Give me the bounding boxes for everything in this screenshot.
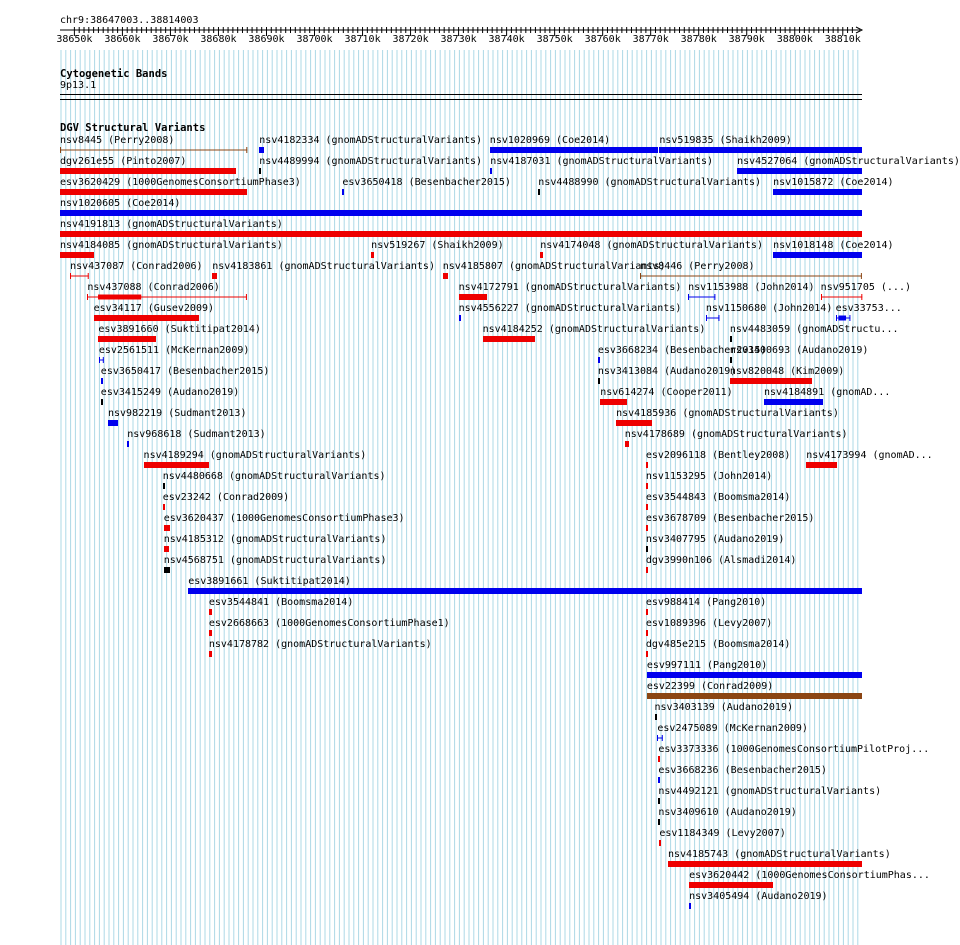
variant-label[interactable]: nsv8445 (Perry2008) (60, 135, 175, 146)
ruler-tick-label: 38810k (824, 34, 861, 45)
variant-label[interactable]: nsv4556227 (gnomADStructuralVariants) (458, 303, 682, 314)
variant-bar[interactable] (60, 168, 236, 174)
variant-label[interactable]: nsv4483059 (gnomADStructu... (729, 324, 899, 335)
variant-bar[interactable] (646, 483, 648, 489)
variant-label[interactable]: nsv1020605 (Coe2014) (60, 198, 181, 209)
variant-bar[interactable] (658, 798, 660, 804)
variant-label[interactable]: nsv3413084 (Audano2019) (597, 366, 737, 377)
variant-bar[interactable] (483, 336, 536, 342)
variant-bar[interactable] (538, 189, 540, 195)
variant-bar[interactable] (658, 777, 660, 783)
variant-bar[interactable] (730, 357, 732, 363)
variant-label[interactable]: nsv3400693 (Audano2019) (729, 345, 869, 356)
ruler-tick-label: 38680k (200, 34, 237, 45)
variant-bar[interactable] (646, 630, 648, 636)
variant-bar[interactable] (108, 420, 118, 426)
variant-label[interactable]: nsv968618 (Sudmant2013) (127, 429, 266, 440)
variant-bar[interactable] (94, 315, 200, 321)
variant-bar[interactable] (646, 462, 648, 468)
variant-bar[interactable] (164, 525, 171, 531)
variant-label[interactable]: esv2561511 (McKernan2009) (98, 345, 250, 356)
variant-bar[interactable] (60, 210, 862, 216)
variant-bar[interactable] (773, 189, 862, 195)
ruler-tick-label: 38710k (344, 34, 381, 45)
variant-glyph[interactable] (98, 356, 105, 364)
variant-bar[interactable] (163, 504, 165, 510)
variant-label[interactable]: esv3891660 (Suktitipat2014) (98, 324, 261, 335)
variant-label[interactable]: nsv820048 (Kim2009) (729, 366, 845, 377)
variant-label[interactable]: nsv519835 (Shaikh2009) (659, 135, 792, 146)
variant-bar[interactable] (646, 504, 648, 510)
variant-label[interactable]: nsv4527064 (gnomADStructuralVariants) (737, 156, 960, 167)
variant-label[interactable]: esv2096118 (Bentley2008) (645, 450, 791, 461)
variant-glyph[interactable] (705, 314, 721, 322)
variant-bar[interactable] (646, 546, 648, 552)
variant-glyph[interactable] (639, 272, 863, 280)
variant-label[interactable]: esv3650417 (Besenbacher2015) (100, 366, 270, 377)
variant-bar[interactable] (540, 252, 543, 258)
variant-label[interactable]: nsv4174048 (gnomADStructuralVariants) (540, 240, 763, 251)
variant-bar[interactable] (646, 651, 648, 657)
variant-bar[interactable] (600, 399, 626, 405)
ruler-tick-label: 38760k (584, 34, 621, 45)
ruler-tick-label: 38800k (776, 34, 813, 45)
variant-label[interactable]: dgv485e215 (Boomsma2014) (645, 639, 791, 650)
variant-bar[interactable] (127, 441, 129, 447)
variant-label[interactable]: esv3620429 (1000GenomesConsortiumPhase3) (60, 177, 301, 188)
variant-label[interactable]: nsv3405494 (Audano2019) (689, 891, 828, 902)
variant-label[interactable]: esv988414 (Pang2010) (645, 597, 767, 608)
variant-bar[interactable] (730, 378, 812, 384)
variant-bar[interactable] (689, 882, 773, 888)
variant-label[interactable]: nsv4178782 (gnomADStructuralVariants) (208, 639, 432, 650)
ruler-tick-label: 38690k (248, 34, 285, 45)
variant-label[interactable]: esv3373336 (1000GenomesConsortiumPilotProj... (658, 744, 930, 755)
variant-bar[interactable] (764, 399, 823, 405)
variant-label[interactable]: nsv4172791 (gnomADStructuralVariants) (458, 282, 682, 293)
variant-bar[interactable] (668, 861, 862, 867)
variant-bar[interactable] (773, 252, 862, 258)
variant-bar[interactable] (646, 609, 648, 615)
variant-label[interactable]: nsv4185936 (gnomADStructuralVariants) (616, 408, 839, 419)
variant-bar[interactable] (655, 714, 657, 720)
variant-bar[interactable] (658, 819, 660, 825)
variant-label[interactable]: nsv1153988 (John2014) (688, 282, 815, 293)
variant-bar[interactable] (98, 336, 156, 342)
variant-bar[interactable] (212, 273, 217, 279)
variant-bar[interactable] (598, 378, 600, 384)
variant-label[interactable]: esv997111 (Pang2010) (646, 660, 768, 671)
variant-label[interactable]: nsv519267 (Shaikh2009) (371, 240, 504, 251)
variant-bar[interactable] (459, 294, 488, 300)
variant-bar[interactable] (659, 147, 862, 153)
variant-glyph[interactable] (835, 314, 852, 322)
variant-label[interactable]: esv1184349 (Levy2007) (659, 828, 786, 839)
cytoband-label[interactable]: 9p13.1 (60, 80, 97, 91)
variant-label[interactable]: nsv4184085 (gnomADStructuralVariants) (60, 240, 283, 251)
ruler-tick-label: 38780k (680, 34, 717, 45)
variant-bar[interactable] (625, 441, 629, 447)
variant-bar[interactable] (101, 378, 103, 384)
variant-bar[interactable] (616, 420, 652, 426)
ruler-tick-label: 38720k (392, 34, 429, 45)
variant-bar[interactable] (658, 756, 660, 762)
variant-label[interactable]: nsv4492121 (gnomADStructuralVariants) (658, 786, 882, 797)
variant-glyph[interactable] (69, 272, 90, 280)
ruler-tick-label: 38670k (152, 34, 189, 45)
variant-bar[interactable] (342, 189, 344, 195)
variant-bar[interactable] (209, 630, 212, 636)
variant-label[interactable]: nsv4189294 (gnomADStructuralVariants) (143, 450, 367, 461)
ruler-tick-label: 38740k (488, 34, 525, 45)
variant-label[interactable]: nsv437088 (Conrad2006) (87, 282, 220, 293)
variant-label[interactable]: nsv4178689 (gnomADStructuralVariants) (624, 429, 848, 440)
variant-label[interactable]: esv3668234 (Besenbacher2015) (597, 345, 767, 356)
variant-label[interactable]: esv23242 (Conrad2009) (162, 492, 290, 503)
variant-bar[interactable] (164, 546, 169, 552)
variant-label[interactable]: esv1089396 (Levy2007) (645, 618, 773, 629)
variant-glyph[interactable] (687, 293, 717, 301)
variant-bar[interactable] (60, 231, 862, 237)
variant-glyph[interactable] (86, 293, 248, 301)
variant-bar[interactable] (209, 651, 212, 657)
track-divider (60, 99, 862, 100)
variant-label[interactable]: nsv4182334 (gnomADStructuralVariants) (259, 135, 483, 146)
ruler-tick-label: 38750k (536, 34, 573, 45)
variant-bar[interactable] (144, 462, 209, 468)
variant-label[interactable]: nsv4568751 (gnomADStructuralVariants) (163, 555, 387, 566)
cytobands-track-title: Cytogenetic Bands (60, 68, 168, 80)
ruler-tick-label: 38660k (104, 34, 141, 45)
variant-label[interactable]: esv3650418 (Besenbacher2015) (342, 177, 511, 188)
variant-glyph[interactable] (820, 293, 864, 301)
dgv-track-title: DGV Structural Variants (60, 122, 206, 134)
variant-bar[interactable] (188, 588, 862, 594)
variant-label[interactable]: nsv4185312 (gnomADStructuralVariants) (163, 534, 387, 545)
variant-label[interactable]: nsv4480668 (gnomADStructuralVariants) (162, 471, 386, 482)
variant-label[interactable]: esv3544843 (Boomsma2014) (645, 492, 791, 503)
variant-bar[interactable] (647, 672, 862, 678)
variant-bar[interactable] (659, 840, 661, 846)
variant-bar[interactable] (490, 168, 492, 174)
position-label: chr9:38647003..38814003 (60, 15, 199, 26)
variant-label[interactable]: esv3668236 (Besenbacher2015) (658, 765, 827, 776)
variant-bar[interactable] (164, 567, 171, 573)
variant-label[interactable]: esv3891661 (Suktitipat2014) (188, 576, 351, 587)
variant-glyph[interactable] (656, 734, 664, 742)
variant-bar[interactable] (737, 168, 862, 174)
variant-label[interactable]: nsv3409610 (Audano2019) (658, 807, 797, 818)
variant-label[interactable]: nsv8446 (Perry2008) (640, 261, 755, 272)
variant-label[interactable]: nsv4191813 (gnomADStructuralVariants) (60, 219, 283, 230)
ruler-tick-label: 38790k (728, 34, 765, 45)
variant-label[interactable]: nsv4184252 (gnomADStructuralVariants) (482, 324, 706, 335)
variant-bar[interactable] (459, 315, 461, 321)
variant-bar[interactable] (371, 252, 374, 258)
variant-label[interactable]: nsv951705 (...) (820, 282, 911, 293)
variant-bar[interactable] (647, 693, 862, 699)
variant-label[interactable]: dgv3990n106 (Alsmadi2014) (645, 555, 797, 566)
variant-label[interactable]: nsv4184891 (gnomAD... (764, 387, 891, 398)
variant-label[interactable]: esv3415249 (Audano2019) (100, 387, 240, 398)
variant-label[interactable]: esv3620437 (1000GenomesConsortiumPhase3) (163, 513, 405, 524)
variant-label[interactable]: nsv1015872 (Coe2014) (773, 177, 894, 188)
variant-bar[interactable] (60, 189, 247, 195)
ruler-tick-label: 38770k (632, 34, 669, 45)
variant-label[interactable]: esv22399 (Conrad2009) (646, 681, 774, 692)
variant-label[interactable]: nsv1150680 (John2014) (705, 303, 833, 314)
variant-label[interactable]: nsv3407795 (Audano2019) (645, 534, 785, 545)
variant-label[interactable]: nsv4488990 (gnomADStructuralVariants) (538, 177, 762, 188)
variant-label[interactable]: nsv1018148 (Coe2014) (773, 240, 894, 251)
variant-label[interactable]: esv2668663 (1000GenomesConsortiumPhase1) (208, 618, 450, 629)
variant-label[interactable]: nsv4187031 (gnomADStructuralVariants) (490, 156, 714, 167)
variant-bar[interactable] (101, 399, 103, 405)
variant-bar[interactable] (259, 168, 261, 174)
variant-bar[interactable] (60, 252, 94, 258)
variant-label[interactable]: nsv4185743 (gnomADStructuralVariants) (667, 849, 891, 860)
variant-glyph[interactable] (59, 146, 249, 154)
variant-bar[interactable] (209, 609, 212, 615)
variant-label[interactable]: nsv437087 (Conrad2006) (70, 261, 203, 272)
variant-label[interactable]: nsv614274 (Cooper2011) (600, 387, 733, 398)
variant-bar[interactable] (689, 903, 691, 909)
variant-bar[interactable] (443, 273, 448, 279)
variant-bar[interactable] (730, 336, 732, 342)
ruler-tick-label: 38730k (440, 34, 477, 45)
variant-label[interactable]: esv33753... (835, 303, 902, 314)
track-divider (60, 94, 862, 95)
variant-label[interactable]: nsv1153295 (John2014) (645, 471, 773, 482)
variant-label[interactable]: esv2475089 (McKernan2009) (657, 723, 808, 734)
variant-label[interactable]: esv34117 (Gusev2009) (93, 303, 215, 314)
ruler-tick-label: 38700k (296, 34, 333, 45)
variant-label[interactable]: nsv3403139 (Audano2019) (654, 702, 793, 713)
variant-bar[interactable] (259, 147, 264, 153)
variant-bar[interactable] (490, 147, 658, 153)
variant-label[interactable]: dgv261e55 (Pinto2007) (60, 156, 187, 167)
variant-bar[interactable] (806, 462, 836, 468)
variant-label[interactable]: nsv4185807 (gnomADStructuralVariants) (442, 261, 666, 272)
variant-label[interactable]: nsv4183861 (gnomADStructuralVariants) (212, 261, 435, 272)
variant-bar[interactable] (646, 567, 648, 573)
variant-label[interactable]: nsv4173994 (gnomAD... (806, 450, 933, 461)
ruler-tick-label: 38650k (56, 34, 93, 45)
variant-label[interactable]: nsv1020969 (Coe2014) (489, 135, 611, 146)
variant-bar[interactable] (598, 357, 600, 363)
variant-label[interactable]: esv3544841 (Boomsma2014) (208, 597, 354, 608)
variant-label[interactable]: nsv982219 (Sudmant2013) (108, 408, 247, 419)
variant-label[interactable]: esv3678709 (Besenbacher2015) (645, 513, 815, 524)
variant-bar[interactable] (163, 483, 165, 489)
variant-bar[interactable] (646, 525, 648, 531)
variant-label[interactable]: esv3620442 (1000GenomesConsortiumPhas... (689, 870, 930, 881)
variant-label[interactable]: nsv4489994 (gnomADStructuralVariants) (259, 156, 483, 167)
